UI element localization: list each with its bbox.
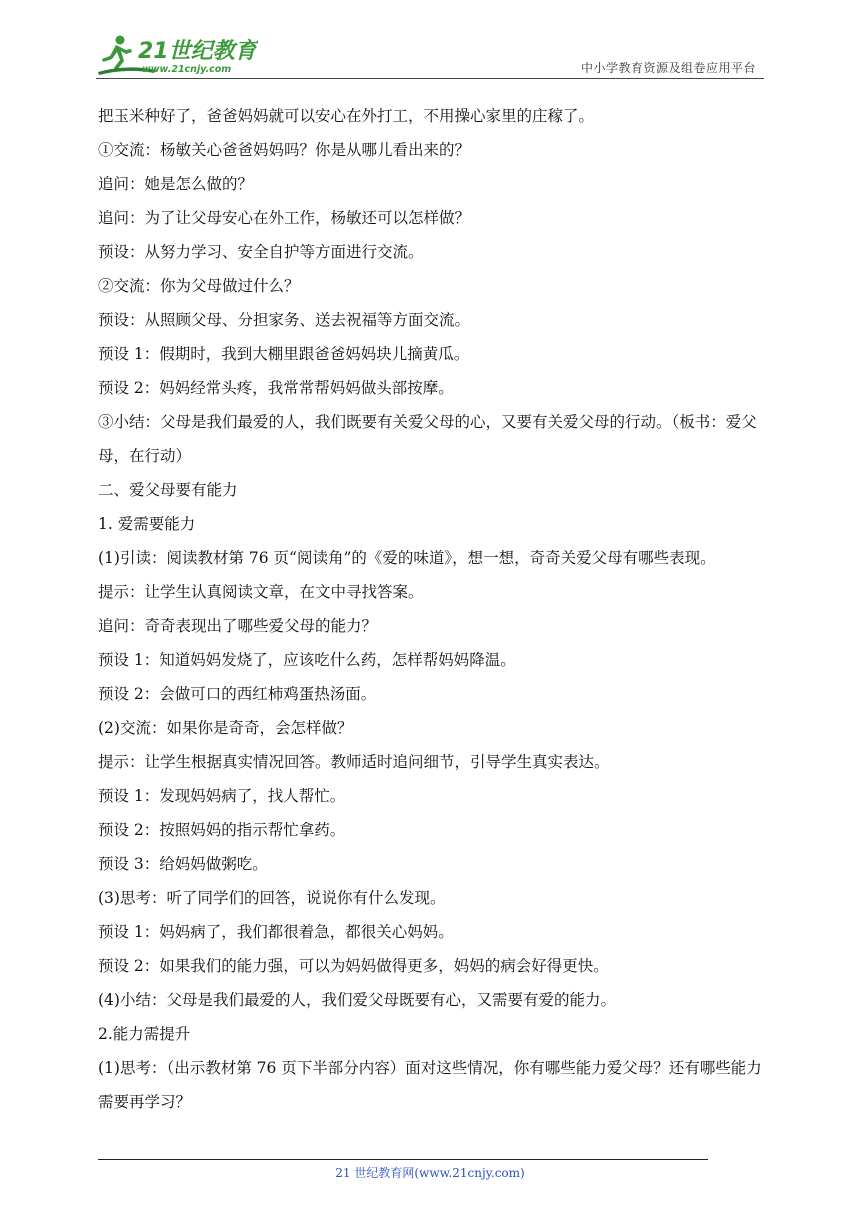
logo-21cnjy (96, 34, 258, 78)
paragraph: (4)小结：父母是我们最爱的人，我们爱父母既要有心，又需要有爱的能力。 (98, 991, 616, 1009)
paragraph: 预设 2：妈妈经常头疼，我常常帮妈妈做头部按摩。 (98, 379, 454, 397)
paragraph: 预设 1：发现妈妈病了，找人帮忙。 (98, 787, 346, 805)
paragraph: (2)交流：如果你是奇奇，会怎样做？ (98, 719, 353, 737)
paragraph: 预设 2：会做可口的西红柿鸡蛋热汤面。 (98, 685, 377, 703)
footer-divider (98, 1159, 708, 1160)
section-heading: 二、爱父母要有能力 (98, 481, 238, 499)
paragraph: 预设：从努力学习、安全自护等方面进行交流。 (98, 243, 424, 261)
paragraph: 预设 1：妈妈病了，我们都很着急，都很关心妈妈。 (98, 923, 454, 941)
footer-site-link[interactable]: 21 世纪教育网(www.21cnjy.com) (335, 1166, 525, 1180)
paragraph: 预设 2：如果我们的能力强，可以为妈妈做得更多，妈妈的病会好得更快。 (98, 957, 609, 975)
paragraph: 预设 2：按照妈妈的指示帮忙拿药。 (98, 821, 346, 839)
page-header (0, 0, 860, 82)
paragraph: 预设 1：假期时，我到大棚里跟爸爸妈妈块儿摘黄瓜。 (98, 345, 470, 363)
document-body (98, 99, 762, 1119)
header-divider (96, 78, 764, 79)
paragraph: (1)思考：（出示教材第 76 页下半部分内容）面对这些情况，你有哪些能力爱父母？还有哪些能力需要再学习？ (98, 1059, 762, 1111)
paragraph: 提示：让学生根据真实情况回答。教师适时追问细节，引导学生真实表达。 (98, 753, 610, 771)
paragraph: 提示：让学生认真阅读文章，在文中寻找答案。 (98, 583, 424, 601)
paragraph: 预设：从照顾父母、分担家务、送去祝福等方面交流。 (98, 311, 471, 329)
header-platform-label: 中小学教育资源及组卷应用平台 (580, 61, 756, 75)
subsection-heading: 1. 爱需要能力 (98, 515, 196, 533)
paragraph: 追问：为了让父母安心在外工作，杨敏还可以怎样做？ (98, 209, 471, 227)
subsection-heading: 2.能力需提升 (98, 1025, 191, 1043)
paragraph: (3)思考：听了同学们的回答，说说你有什么发现。 (98, 889, 446, 907)
logo-text: 21世纪教育 (138, 39, 257, 64)
paragraph: ③小结：父母是我们最爱的人，我们既要有关爱父母的心，又要有关爱父母的行动。（板书：爱父母，在行动） (98, 413, 757, 465)
paragraph: 预设 3：给妈妈做粥吃。 (98, 855, 268, 873)
paragraph: ②交流：你为父母做过什么？ (98, 277, 300, 295)
paragraph: (1)引读：阅读教材第 76 页“阅读角”的《爱的味道》，想一想，奇奇关爱父母有哪些表现。 (98, 549, 716, 567)
logo-url: www.21cnjy.com (142, 64, 232, 75)
paragraph: ①交流：杨敏关心爸爸妈妈吗？你是从哪儿看出来的？ (98, 141, 471, 159)
paragraph: 把玉米种好了，爸爸妈妈就可以安心在外打工，不用操心家里的庄稼了。 (98, 107, 595, 125)
paragraph: 预设 1：知道妈妈发烧了，应该吃什么药，怎样帮妈妈降温。 (98, 651, 516, 669)
paragraph: 追问：她是怎么做的？ (98, 175, 254, 193)
paragraph: 追问：奇奇表现出了哪些爱父母的能力？ (98, 617, 378, 635)
